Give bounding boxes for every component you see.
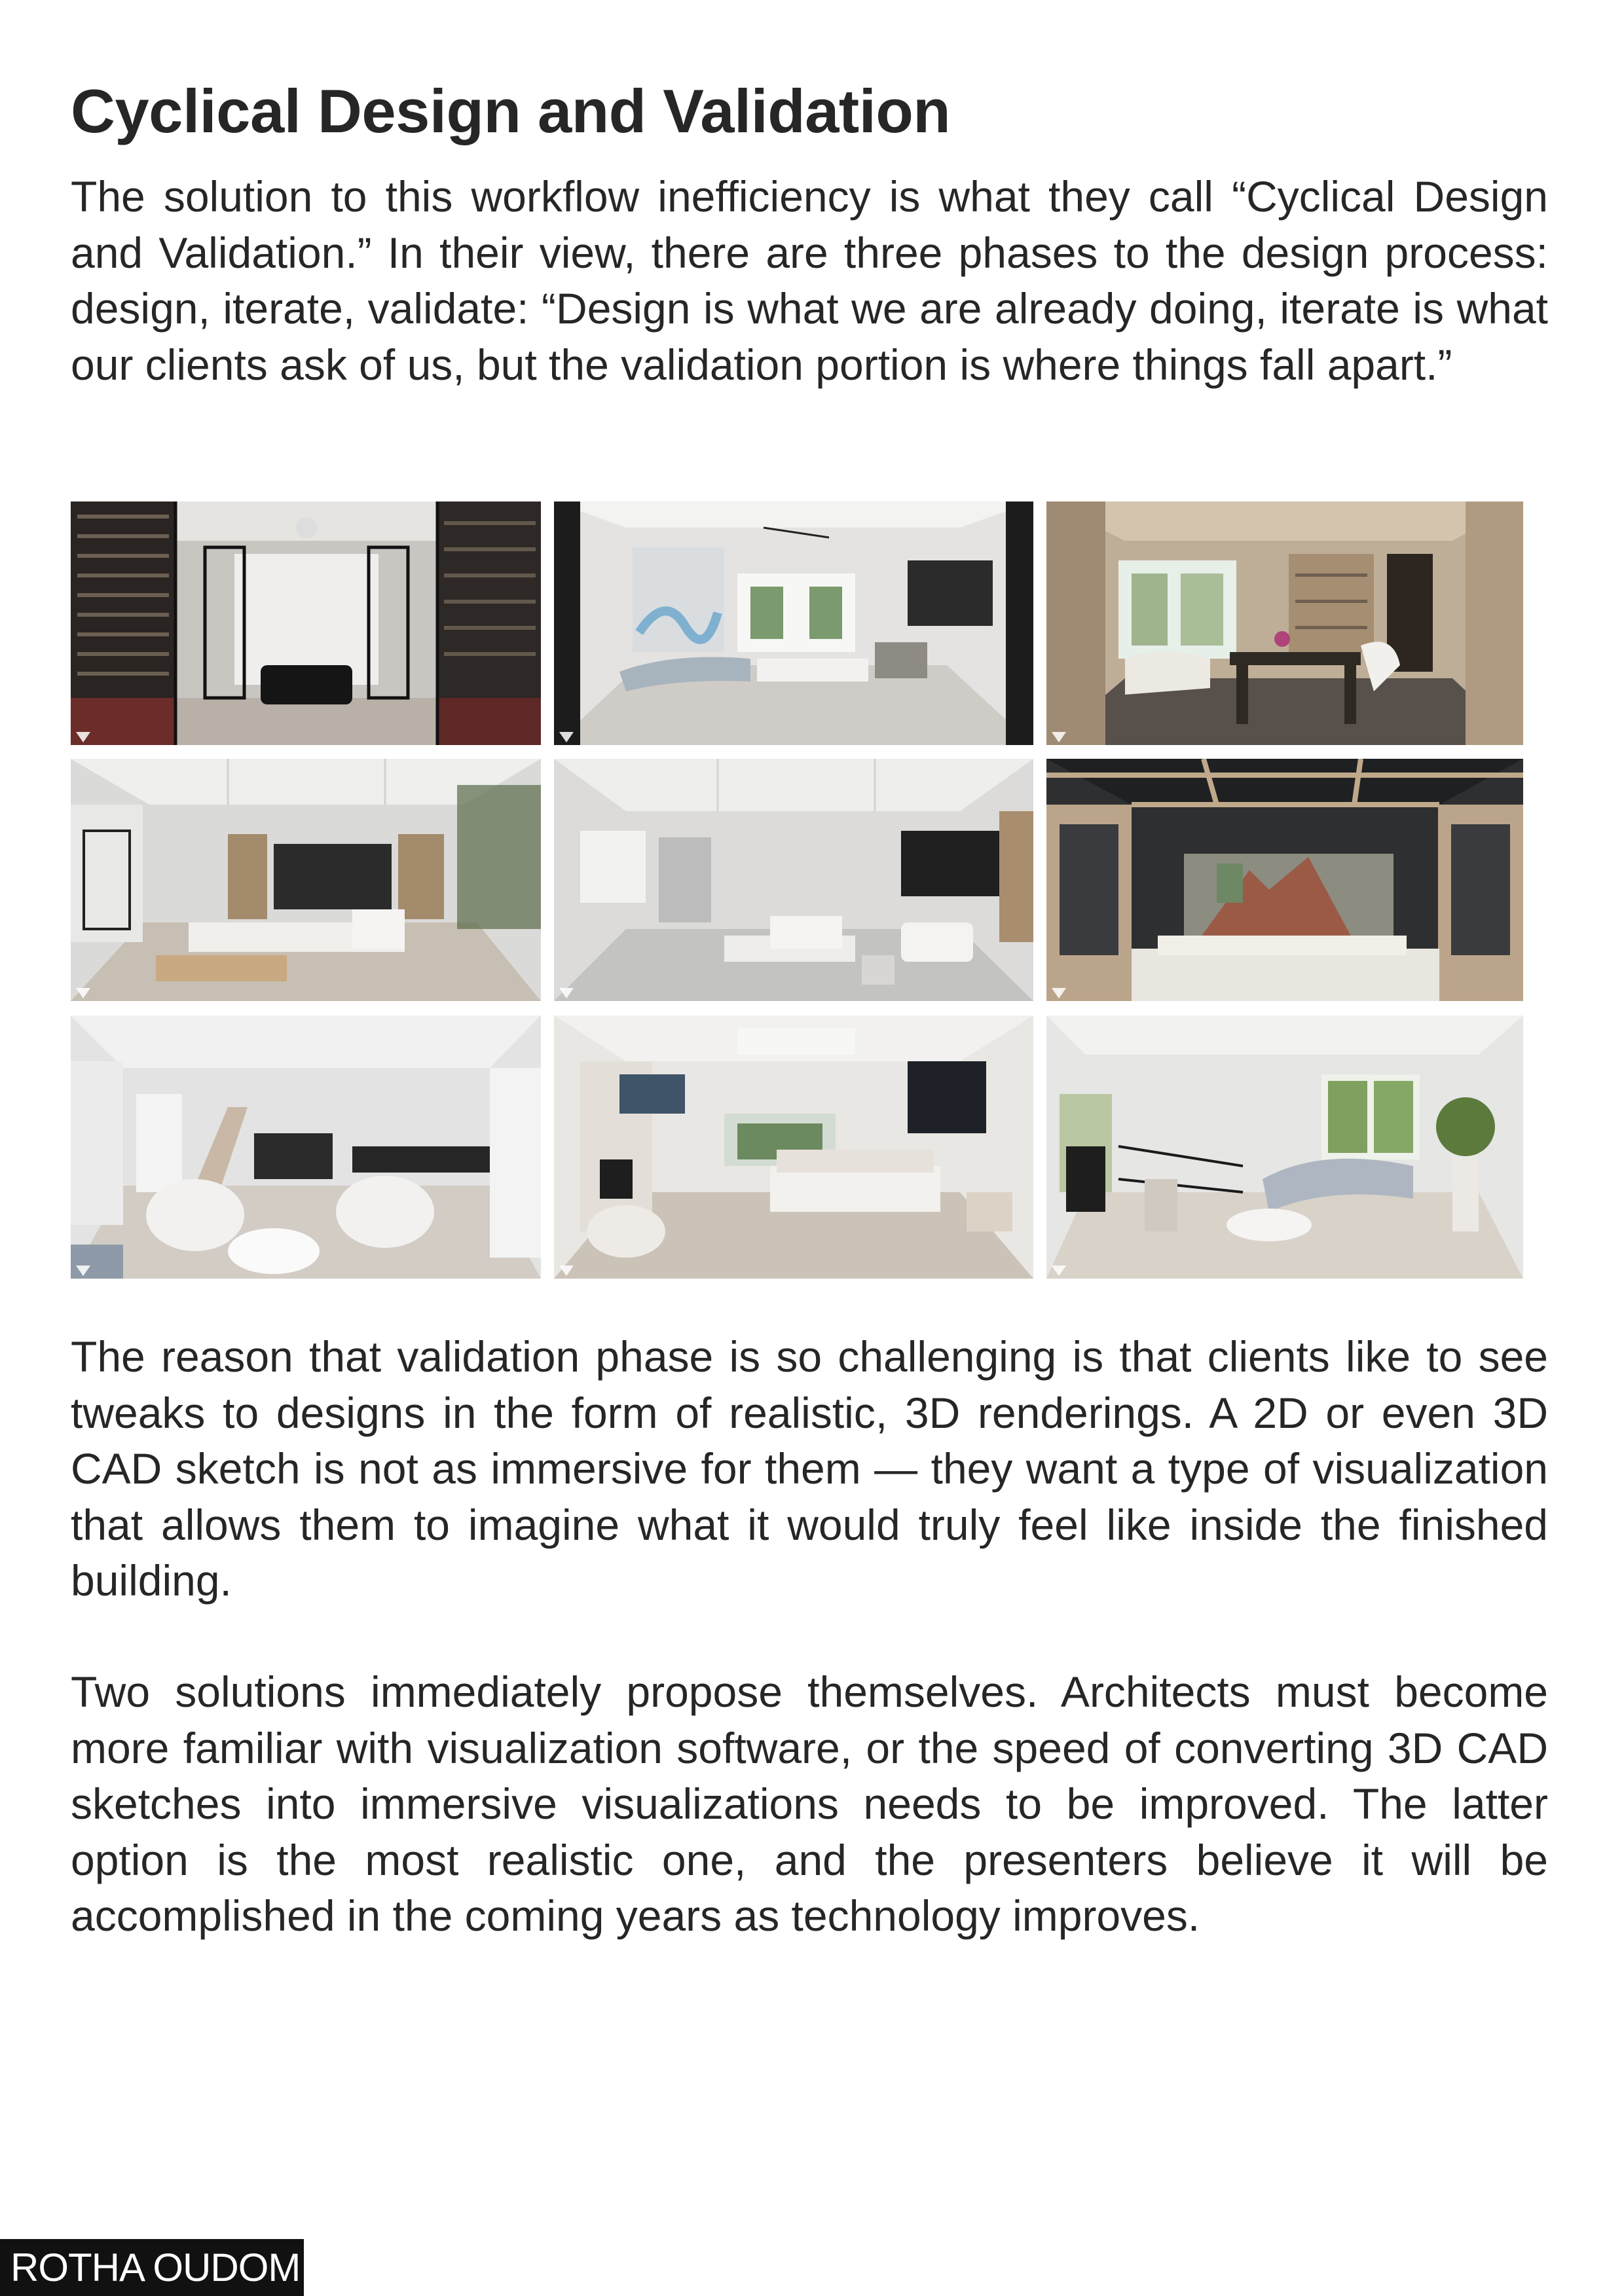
render-home-theater-image xyxy=(1046,759,1523,1001)
render-wine-cellar-image xyxy=(71,501,541,745)
render-great-room-image xyxy=(71,759,541,1001)
render-living-room-image xyxy=(554,501,1033,745)
render-open-living-image xyxy=(554,759,1033,1001)
author-footer-label: ROTHA OUDOM xyxy=(0,2239,304,2296)
page-title: Cyclical Design and Validation xyxy=(71,77,951,145)
render-study-image xyxy=(1046,501,1523,745)
intro-paragraph: The solution to this workflow inefficiency is what they call “Cyclical Design and Validation.” In their view, there are three phases to the design process: design, iterate, validate: “Design is what we are already doing, iterate is what our clients ask of us, but the validation portion is where things fall apart.” xyxy=(71,172,1548,389)
validation-paragraph: The reason that validation phase is so challenging is that clients like to see tweaks to designs in the form of realistic, 3D renderings. A 2D or even 3D CAD sketch is not as immersive for them — they want a type of visualization that allows them to imagine what it would truly feel like inside the finished building. xyxy=(71,1332,1548,1605)
render-bedroom-image xyxy=(554,1015,1033,1279)
solutions-paragraph: Two solutions immediately propose themselves. Architects must become more familiar with visualization software, or the speed of converting 3D CAD sketches into immersive visualizations needs to be improved. The latter option is the most realistic one, and the presenters believe it will be accomplished in the coming years as technology improves. xyxy=(71,1667,1548,1940)
render-game-room-image xyxy=(71,1015,541,1279)
render-loft-image xyxy=(1046,1015,1523,1279)
